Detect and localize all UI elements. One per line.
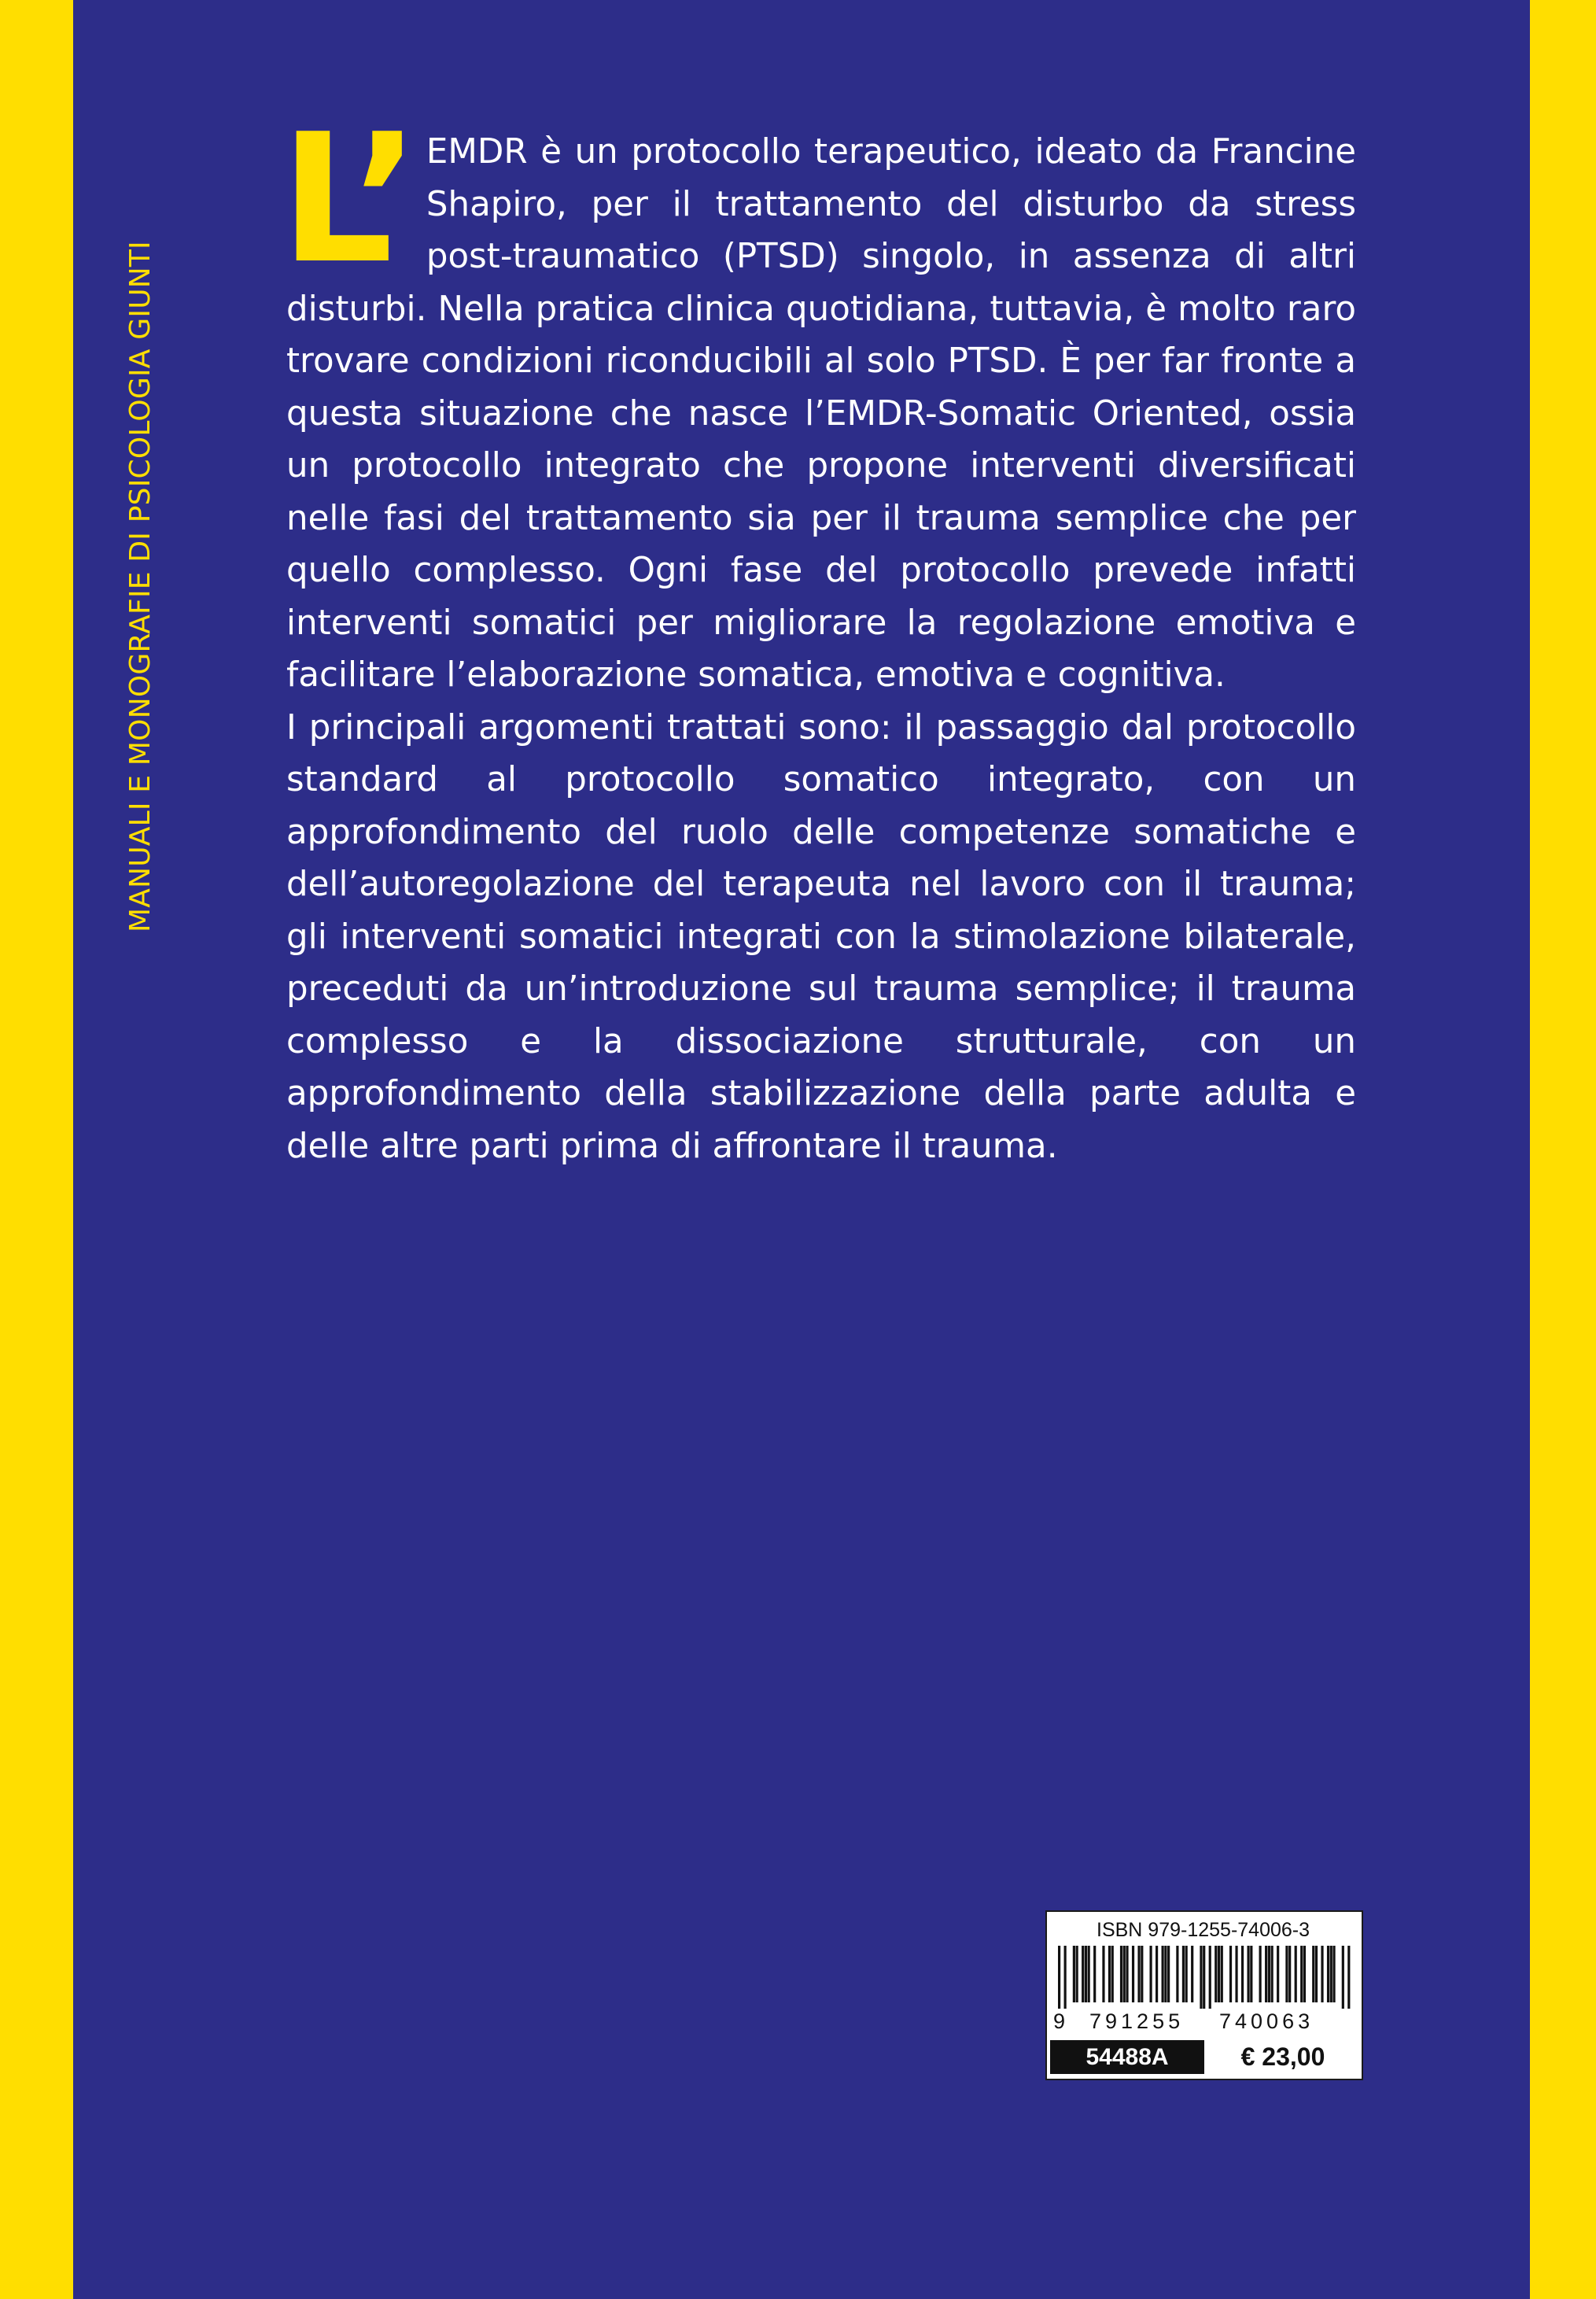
- barcode-bar: [1229, 1946, 1232, 2002]
- barcode-digits-group-2: 740063: [1219, 2009, 1314, 2033]
- blurb-paragraph-1: [280, 96, 1356, 702]
- barcode-bar: [1315, 1946, 1318, 2002]
- barcode-bar: [1327, 1946, 1329, 2002]
- barcode-bar: [1126, 1946, 1128, 2002]
- barcode-bar: [1102, 1946, 1104, 2002]
- barcode-bar: [1203, 1946, 1205, 2009]
- barcode-label: [1045, 1910, 1363, 2080]
- isbn-text: ISBN 979-1255-74006-3: [1097, 1919, 1310, 1941]
- barcode-bar: [1209, 1946, 1211, 2009]
- barcode-bar: [1300, 1946, 1303, 2002]
- paragraph-1-text: EMDR è un protocollo terapeutico, ideato da Francine Shapiro, per il trattamento del disturbo da stress post-traumatico (PTSD) singolo, in assenza di altri disturbi. Nella pratica clinica quotidiana, tuttavia, è molto raro trovare condizioni riconducibili al solo PTSD. È per far fronte a questa situazione che nasce l’EMDR-Somatic Oriented, ossia un protocollo integrato che propone interventi diversificati nelle fasi del trattamento sia per il trauma semplice che per quello complesso. Ogni fase del protocollo prevede infatti interventi somatici per migliorare la regolazione emotiva e facilitare l’elaborazione somatica, emotiva e cognitiva.: [286, 132, 1356, 695]
- barcode-bar: [1123, 1946, 1126, 2002]
- barcode-bar: [1303, 1946, 1306, 2002]
- barcode-bar: [1215, 1946, 1217, 2002]
- series-title-vertical: MANUALI E MONOGRAFIE DI PSICOLOGIA GIUNTI: [124, 241, 157, 932]
- barcode-bar: [1167, 1946, 1170, 2002]
- barcode-bar: [1064, 1946, 1067, 2009]
- back-cover-blurb: [280, 96, 1356, 1172]
- product-code: 54488A: [1050, 2040, 1204, 2074]
- barcode-bar: [1120, 1946, 1122, 2002]
- barcode-digits-group-1: 791255: [1089, 2009, 1185, 2033]
- barcode-bar: [1085, 1946, 1087, 2002]
- barcode-bar: [1218, 1946, 1220, 2002]
- barcode-bar: [1176, 1946, 1178, 2002]
- barcode-bar: [1221, 1946, 1223, 2002]
- price-label: € 23,00: [1240, 2043, 1325, 2071]
- barcode-digit-first: 9: [1053, 2009, 1066, 2033]
- barcode-bar: [1342, 1946, 1344, 2009]
- barcode-bar: [1132, 1946, 1134, 2002]
- barcode-bar: [1247, 1946, 1249, 2002]
- barcode-bar: [1137, 1946, 1140, 2002]
- barcode-bar: [1288, 1946, 1291, 2002]
- barcode-bars: [1058, 1946, 1351, 2009]
- barcode-bar: [1250, 1946, 1252, 2002]
- barcode-bar: [1330, 1946, 1332, 2002]
- barcode-bar: [1111, 1946, 1114, 2002]
- barcode-bar: [1277, 1946, 1279, 2002]
- barcode-bar: [1141, 1946, 1143, 2002]
- right-yellow-stripe: [1530, 0, 1596, 2299]
- barcode-bar: [1082, 1946, 1084, 2002]
- barcode-bar: [1312, 1946, 1314, 2002]
- left-yellow-stripe: [0, 0, 73, 2299]
- barcode-bar: [1271, 1946, 1273, 2002]
- price-row: [1050, 2040, 1358, 2074]
- barcode-bar: [1285, 1946, 1288, 2002]
- barcode-bar: [1241, 1946, 1244, 2002]
- barcode-bar: [1182, 1946, 1185, 2002]
- barcode-bar: [1108, 1946, 1111, 2002]
- barcode-bar: [1058, 1946, 1060, 2009]
- barcode-bar: [1191, 1946, 1193, 2002]
- barcode-bar: [1073, 1946, 1075, 2002]
- barcode-bar: [1265, 1946, 1267, 2002]
- barcode-bar: [1332, 1946, 1335, 2002]
- barcode-bar: [1200, 1946, 1202, 2009]
- barcode-bar: [1321, 1946, 1323, 2002]
- barcode-bar: [1088, 1946, 1090, 2002]
- barcode-bar: [1347, 1946, 1350, 2009]
- barcode-bar: [1076, 1946, 1078, 2002]
- drop-cap: L’: [280, 96, 420, 303]
- barcode-bar: [1295, 1946, 1297, 2002]
- barcode-bar: [1164, 1946, 1167, 2002]
- blurb-paragraph-2: I principali argomenti trattati sono: il passaggio dal protocollo standard al protocollo somatico integrato, con un approfondimento del ruolo delle competenze somatiche e dell’autoregolazione del terapeuta nel lavoro con il trauma; gli interventi somatici integrati con la stimolazione bilaterale, preceduti da un’introduzione sul trauma semplice; il trauma complesso e la dissociazione strutturale, con un approfondimento della stabilizzazione della parte adulta e delle altre parti prima di affrontare il trauma.: [286, 707, 1356, 1166]
- barcode-bar: [1162, 1946, 1164, 2002]
- barcode-bar: [1149, 1946, 1152, 2002]
- barcode-bar: [1259, 1946, 1262, 2002]
- barcode-bar: [1268, 1946, 1270, 2002]
- barcode-bar: [1235, 1946, 1237, 2002]
- barcode-bar: [1185, 1946, 1188, 2002]
- barcode-bar: [1156, 1946, 1158, 2002]
- barcode-bar: [1093, 1946, 1096, 2002]
